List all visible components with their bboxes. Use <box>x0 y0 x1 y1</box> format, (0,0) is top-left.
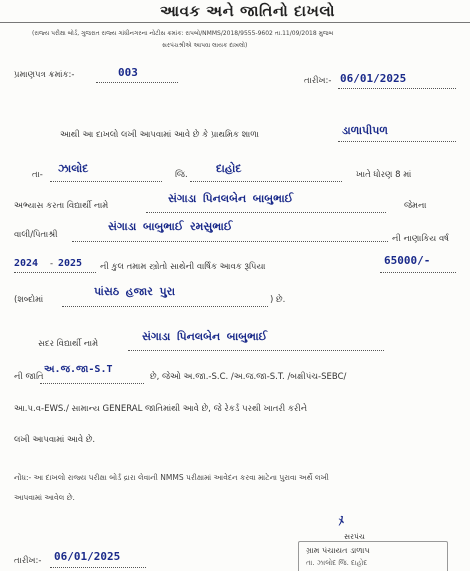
caste-label: ની જાતિ <box>14 372 44 382</box>
title-underline <box>0 22 470 23</box>
guardian-label: વાલી/પિતાશ્રી <box>14 230 58 240</box>
caste-options: છે, જેઓ અ.જા.-S.C. /અ.જ.જા-S.T. /બક્ષીપંચ-SEBC/ <box>150 372 347 382</box>
income-label: ની કુલ તમામ સ્ત્રોતો સાથેની વાર્ષિક આવક રૂપિયા <box>100 262 266 272</box>
whose-label: જેમના <box>404 201 427 211</box>
note-line-1: નોંધ:- આ દાખલો રાજ્ય પરીક્ષા બોર્ડ દ્રારા લેવાની NMMS પરીક્ષામાં આવેદન કરવા માટેના પુરાવા અર્થે લખી <box>14 473 329 482</box>
footer-date-value: 06/01/2025 <box>54 550 121 563</box>
caste-value: અ.જ.જા-S.T <box>44 364 113 375</box>
certificate-number-value: 003 <box>118 66 138 79</box>
intro-text: આથી આ દાખલો લખી આપવામાં આવે છે કે પ્રાથમિક શાળા <box>60 130 259 140</box>
grade-text: ખાતે ધોરણ 8 માં <box>356 170 412 180</box>
taluka-value: ઝાલોદ <box>58 162 89 175</box>
words-label: (શબ્દોમાં <box>14 295 44 305</box>
student-name-2: સંગાડા પિનલબેન બાબુભાઈ <box>142 330 268 343</box>
stamp-line-1: ગ્રામ પંચાયત ડાળાપ <box>306 546 370 555</box>
words-end: ) છે. <box>270 295 286 305</box>
year-to: 2025 <box>58 258 83 269</box>
district-value: દાહોદ <box>216 162 242 175</box>
stamp-line-2: તા. ઝાલોદ જિ. દાહોદ <box>306 559 368 567</box>
date-value: 06/01/2025 <box>340 72 407 85</box>
student-label-2: સદર વિદ્યાર્થી નામે <box>38 339 99 349</box>
year-label: ની નાણાકિય વર્ષ <box>392 234 450 244</box>
sign-text: સરપંચ <box>344 532 365 541</box>
date-label: તારીખ:- <box>304 76 332 86</box>
note-line-2: આપવામાં આવેલ છે. <box>14 493 75 502</box>
footer-date-label: તારીખ:- <box>14 556 42 566</box>
page-title: આવક અને જાતિનો દાખલો <box>160 2 335 20</box>
guardian-name: સંગાડા બાબુભાઈ રમસુભાઈ <box>108 220 233 233</box>
words-value: પાંસઠ હજાર પુરા <box>94 285 176 298</box>
signature: ﾒ <box>337 513 346 529</box>
district-label: જિ. <box>175 170 188 180</box>
year-from: 2024 <box>14 258 39 269</box>
certificate-page: આવક અને જાતિનો દાખલો (રાજ્ય પરીક્ષા બોર્ડ, ગુજરાત રાજ્ય ગાંધીનગરના નોટીસ ક્રમાંક: રાપબો/NMMS/2018/9555-9602 તા.11/09/2018 મુજબ સરપંચશ્રીએ આપવા લાયક દાખલો) પ્રમાણપત્ર ક્રમાંક:- 003 તારીખ:- 06/01/2025 આથી આ દાખલો લખી આપવામાં આવે છે કે પ્રાથમિક શાળા ડાળાપીપળ તા- ઝાલોદ જિ. દાહોદ ખાતે ધોરણ 8 માં અભ્યાસ કરતા વિદ્યાર્થી નામે સંગાડા પિનલબેન બાબુભાઈ જેમના વાલી/પિતાશ્રી સંગાડા બાબુભાઈ રમસુભાઈ ની નાણાકિય વર્ષ 2024 - 2025 ની કુલ તમામ સ્ત્રોતો સાથેની વાર્ષિક આવક રૂપિયા 65000/- (શબ્દોમાં પાંસઠ હજાર પુરા ) છે. સદર વિદ્યાર્થી નામે સંગાડા પિનલબેન બાબુભાઈ ની જાતિ અ.જ.જા-S.T છે, જેઓ અ.જા.-S.C. /અ.જ.જા-S.T. /બક્ષીપંચ-SEBC/ આ.પ.વ-EWS./ સામાન્ય GENERAL જાતિમાંથી આવે છે, જે રેકર્ડ પરથી ખાતરી કરીને લખી આપવામાં આવે છે. નોંધ:- આ દાખલો રાજ્ય પરીક્ષા બોર્ડ દ્રારા લેવાની NMMS પરીક્ષામાં આવેદન કરવા માટેના પુરાવા અર્થે લખી આપવામાં આવેલ છે. ﾒ સરપંચ ગ્રામ પંચાયત ડાળાપ તા. ઝાલોદ જિ. દાહોદ તારીખ:- 06/01/2025 <box>0 0 470 571</box>
certificate-number-label: પ્રમાણપત્ર ક્રમાંક:- <box>14 70 75 80</box>
student-name: સંગાડા પિનલબેન બાબુભાઈ <box>168 192 294 205</box>
subtitle-line-2: સરપંચશ્રીએ આપવા લાયક દાખલો) <box>162 42 248 49</box>
income-value: 65000/- <box>384 254 431 267</box>
caste-line-2: આ.પ.વ-EWS./ સામાન્ય GENERAL જાતિમાંથી આવે છે, જે રેકર્ડ પરથી ખાતરી કરીને <box>14 404 308 414</box>
subtitle-line-1: (રાજ્ય પરીક્ષા બોર્ડ, ગુજરાત રાજ્ય ગાંધીનગરના નોટીસ ક્રમાંક: રાપબો/NMMS/2018/9555-9602 તા.11/09/2018 મુજબ <box>32 30 334 37</box>
school-name: ડાળાપીપળ <box>342 124 389 137</box>
closing-text: લખી આપવામાં આવે છે. <box>14 435 96 445</box>
student-label: અભ્યાસ કરતા વિદ્યાર્થી નામે <box>14 201 109 211</box>
taluka-label: તા- <box>32 170 43 180</box>
